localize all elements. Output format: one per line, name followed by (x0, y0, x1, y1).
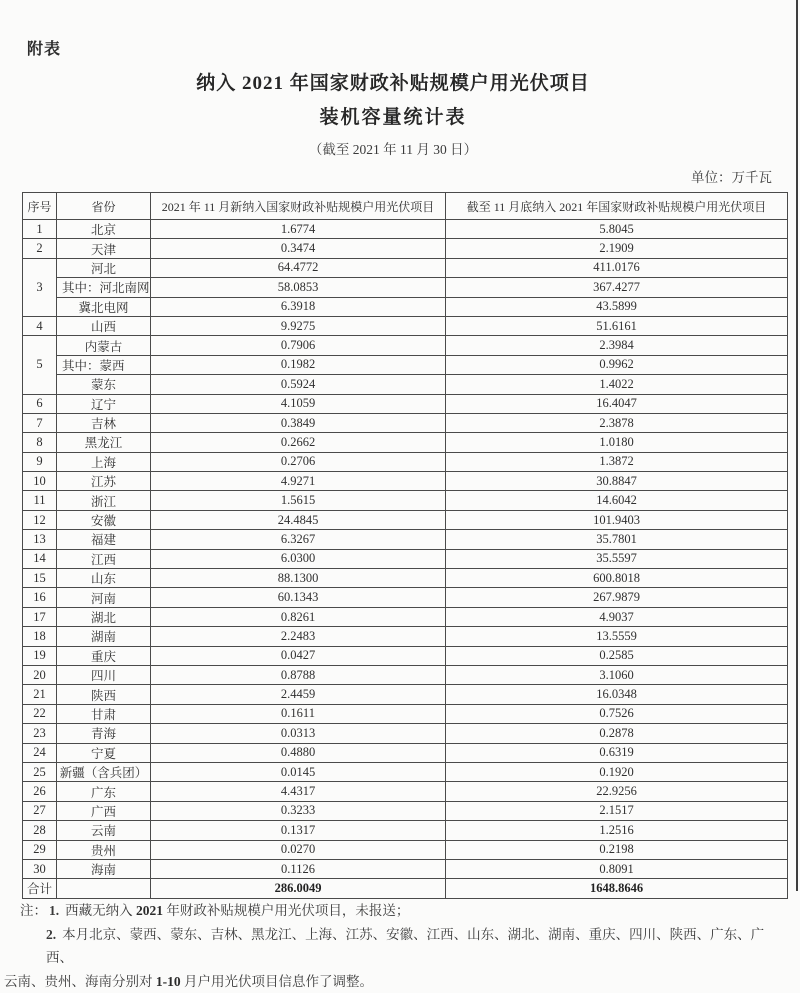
table-row (23, 840, 788, 859)
column-header-seq: 序号 (23, 193, 57, 220)
table-row (23, 549, 788, 568)
value-cell-cumulative: 35.7801 (446, 530, 788, 549)
column-header-november-new: 2021 年 11 月新纳入国家财政补贴规模户用光伏项目 (151, 193, 446, 220)
value-cell-cumulative: 2.3984 (446, 336, 788, 355)
value-cell-november: 0.0427 (151, 646, 446, 665)
seq-cell: 29 (23, 840, 57, 859)
note-1-number: 1. (49, 903, 59, 918)
value-cell-november: 4.9271 (151, 472, 446, 491)
value-cell-cumulative: 51.6161 (446, 316, 788, 335)
table-row (23, 220, 788, 239)
value-cell-november: 4.4317 (151, 782, 446, 801)
province-cell: 蒙东 (57, 375, 151, 394)
value-cell-cumulative: 1.4022 (446, 375, 788, 394)
province-cell: 广西 (57, 801, 151, 820)
seq-cell: 22 (23, 704, 57, 723)
value-cell-cumulative: 0.2585 (446, 646, 788, 665)
unit-label: 单位：万千瓦 (22, 166, 772, 186)
table-row (23, 472, 788, 491)
value-cell-cumulative: 3.1060 (446, 665, 788, 684)
seq-cell: 合计 (23, 879, 57, 898)
value-cell-cumulative: 4.9037 (446, 607, 788, 626)
province-cell: 新疆（含兵团） (57, 762, 151, 781)
seq-cell: 26 (23, 782, 57, 801)
notes (20, 899, 786, 993)
header-row (23, 193, 788, 220)
province-cell: 宁夏 (57, 743, 151, 762)
table-row (23, 859, 788, 878)
province-cell: 重庆 (57, 646, 151, 665)
column-header-province: 省份 (57, 193, 151, 220)
value-cell-cumulative: 0.2198 (446, 840, 788, 859)
seq-cell: 14 (23, 549, 57, 568)
seq-cell: 7 (23, 413, 57, 432)
note-2-text-tail: 月户用光伏项目信息作了调整。 (181, 974, 373, 989)
province-cell: 云南 (57, 821, 151, 840)
province-cell: 山东 (57, 569, 151, 588)
province-cell: 陕西 (57, 685, 151, 704)
value-cell-cumulative: 0.8091 (446, 859, 788, 878)
seq-cell: 8 (23, 433, 57, 452)
value-cell-november: 0.1317 (151, 821, 446, 840)
seq-cell: 6 (23, 394, 57, 413)
seq-cell: 19 (23, 646, 57, 665)
seq-cell: 18 (23, 627, 57, 646)
seq-cell: 10 (23, 472, 57, 491)
seq-cell: 4 (23, 316, 57, 335)
province-cell: 广东 (57, 782, 151, 801)
province-cell: 江西 (57, 549, 151, 568)
value-cell-cumulative: 1.0180 (446, 433, 788, 452)
table-row (23, 665, 788, 684)
value-cell-november: 0.4880 (151, 743, 446, 762)
value-cell-november: 0.8261 (151, 607, 446, 626)
table-row (23, 646, 788, 665)
note-line-3 (4, 970, 786, 993)
value-cell-november: 0.5924 (151, 375, 446, 394)
table-row (23, 316, 788, 335)
value-cell-november: 1.5615 (151, 491, 446, 510)
seq-cell: 30 (23, 859, 57, 878)
province-cell: 黑龙江 (57, 433, 151, 452)
value-cell-cumulative: 5.8045 (446, 220, 788, 239)
note-1-text-tail: 年财政补贴规模户用光伏项目，未报送； (163, 903, 409, 918)
seq-cell: 24 (23, 743, 57, 762)
value-cell-november: 88.1300 (151, 569, 446, 588)
value-cell-cumulative: 22.9256 (446, 782, 788, 801)
notes-prefix: 注： (20, 903, 47, 918)
table-row (23, 782, 788, 801)
province-cell: 其中：河北南网 (57, 278, 151, 297)
value-cell-november: 6.0300 (151, 549, 446, 568)
province-cell: 甘肃 (57, 704, 151, 723)
province-cell: 吉林 (57, 413, 151, 432)
table-row (23, 588, 788, 607)
seq-cell: 12 (23, 510, 57, 529)
page-title-line1: 纳入 2021 年国家财政补贴规模户用光伏项目 (0, 68, 786, 95)
value-cell-november: 2.4459 (151, 685, 446, 704)
value-cell-cumulative: 1.2516 (446, 821, 788, 840)
province-cell: 福建 (57, 530, 151, 549)
scan-edge-line (796, 0, 798, 891)
province-cell: 上海 (57, 452, 151, 471)
province-cell: 海南 (57, 859, 151, 878)
table-row (23, 355, 788, 374)
seq-cell: 3 (23, 258, 57, 316)
note-2-text: 本月北京、蒙西、蒙东、吉林、黑龙江、上海、江苏、安徽、江西、山东、湖北、湖南、重庆、四川、陕西、广东、广西、 (46, 927, 764, 966)
value-cell-cumulative: 14.6042 (446, 491, 788, 510)
province-cell: 北京 (57, 220, 151, 239)
value-cell-cumulative: 267.9879 (446, 588, 788, 607)
value-cell-november: 9.9275 (151, 316, 446, 335)
value-cell-cumulative: 35.5597 (446, 549, 788, 568)
value-cell-cumulative: 600.8018 (446, 569, 788, 588)
value-cell-november: 0.3474 (151, 239, 446, 258)
seq-cell: 13 (23, 530, 57, 549)
table-body (23, 220, 788, 899)
table-row (23, 801, 788, 820)
value-cell-cumulative: 0.2878 (446, 724, 788, 743)
seq-cell: 9 (23, 452, 57, 471)
value-cell-cumulative: 1648.8646 (446, 879, 788, 898)
table-row (23, 375, 788, 394)
value-cell-cumulative: 2.1909 (446, 239, 788, 258)
table-row (23, 569, 788, 588)
table-row (23, 627, 788, 646)
value-cell-november: 0.3849 (151, 413, 446, 432)
value-cell-november: 6.3918 (151, 297, 446, 316)
value-cell-november: 0.1126 (151, 859, 446, 878)
province-cell: 辽宁 (57, 394, 151, 413)
table-row (23, 258, 788, 277)
value-cell-november: 0.1611 (151, 704, 446, 723)
table-row (23, 433, 788, 452)
seq-cell: 25 (23, 762, 57, 781)
table-row (23, 413, 788, 432)
seq-cell: 20 (23, 665, 57, 684)
note-1-text: 西藏无纳入 (65, 903, 136, 918)
seq-cell: 1 (23, 220, 57, 239)
value-cell-cumulative: 0.1920 (446, 762, 788, 781)
value-cell-cumulative: 16.4047 (446, 394, 788, 413)
table-row (23, 762, 788, 781)
value-cell-november: 0.2706 (151, 452, 446, 471)
value-cell-november: 58.0853 (151, 278, 446, 297)
seq-cell: 23 (23, 724, 57, 743)
value-cell-cumulative: 2.1517 (446, 801, 788, 820)
value-cell-november: 0.7906 (151, 336, 446, 355)
value-cell-november: 0.0270 (151, 840, 446, 859)
province-cell: 河南 (57, 588, 151, 607)
seq-cell: 16 (23, 588, 57, 607)
province-cell (57, 879, 151, 898)
province-cell: 河北 (57, 258, 151, 277)
page-title-line2: 装机容量统计表 (0, 102, 786, 129)
doc-tag: 附表 (27, 36, 61, 59)
value-cell-november: 64.4772 (151, 258, 446, 277)
table-row (23, 685, 788, 704)
table-row (23, 278, 788, 297)
province-cell: 山西 (57, 316, 151, 335)
column-header-cumulative: 截至 11 月底纳入 2021 年国家财政补贴规模户用光伏项目 (446, 193, 788, 220)
value-cell-november: 2.2483 (151, 627, 446, 646)
province-cell: 湖南 (57, 627, 151, 646)
value-cell-november: 24.4845 (151, 510, 446, 529)
note-1-year: 2021 (136, 903, 163, 918)
seq-cell: 27 (23, 801, 57, 820)
seq-cell: 21 (23, 685, 57, 704)
seq-cell: 17 (23, 607, 57, 626)
province-cell: 青海 (57, 724, 151, 743)
province-cell: 内蒙古 (57, 336, 151, 355)
value-cell-november: 1.6774 (151, 220, 446, 239)
table-row (23, 336, 788, 355)
value-cell-november: 0.3233 (151, 801, 446, 820)
table-row (23, 530, 788, 549)
capacity-table (22, 192, 788, 899)
table-row (23, 743, 788, 762)
value-cell-cumulative: 0.6319 (446, 743, 788, 762)
value-cell-cumulative: 411.0176 (446, 258, 788, 277)
seq-cell: 15 (23, 569, 57, 588)
value-cell-cumulative: 0.7526 (446, 704, 788, 723)
table-row (23, 394, 788, 413)
province-cell: 四川 (57, 665, 151, 684)
seq-cell: 5 (23, 336, 57, 394)
value-cell-cumulative: 13.5559 (446, 627, 788, 646)
note-2-number: 2. (46, 927, 56, 942)
table-row (23, 297, 788, 316)
value-cell-cumulative: 2.3878 (446, 413, 788, 432)
value-cell-cumulative: 1.3872 (446, 452, 788, 471)
table-header (23, 193, 788, 220)
province-cell: 贵州 (57, 840, 151, 859)
table-row (23, 452, 788, 471)
value-cell-november: 286.0049 (151, 879, 446, 898)
note-line-2 (20, 923, 786, 970)
value-cell-cumulative: 0.9962 (446, 355, 788, 374)
table-row (23, 821, 788, 840)
province-cell: 冀北电网 (57, 297, 151, 316)
table-row (23, 607, 788, 626)
value-cell-november: 6.3267 (151, 530, 446, 549)
total-row (23, 879, 788, 898)
value-cell-november: 0.1982 (151, 355, 446, 374)
value-cell-november: 0.0145 (151, 762, 446, 781)
province-cell: 湖北 (57, 607, 151, 626)
note-2-range: 1-10 (156, 974, 181, 989)
table-row (23, 724, 788, 743)
table-row (23, 491, 788, 510)
value-cell-november: 0.2662 (151, 433, 446, 452)
value-cell-cumulative: 367.4277 (446, 278, 788, 297)
seq-cell: 28 (23, 821, 57, 840)
value-cell-november: 0.0313 (151, 724, 446, 743)
value-cell-cumulative: 101.9403 (446, 510, 788, 529)
province-cell: 安徽 (57, 510, 151, 529)
note-line-1 (20, 899, 786, 923)
value-cell-cumulative: 43.5899 (446, 297, 788, 316)
value-cell-november: 4.1059 (151, 394, 446, 413)
value-cell-cumulative: 30.8847 (446, 472, 788, 491)
note-2-text-cont: 云南、贵州、海南分别对 (4, 974, 156, 989)
table-row (23, 704, 788, 723)
province-cell: 江苏 (57, 472, 151, 491)
table-row (23, 239, 788, 258)
seq-cell: 2 (23, 239, 57, 258)
value-cell-november: 0.8788 (151, 665, 446, 684)
province-cell: 浙江 (57, 491, 151, 510)
page-subtitle: （截至 2021 年 11 月 30 日） (0, 138, 786, 158)
province-cell: 天津 (57, 239, 151, 258)
province-cell: 其中：蒙西 (57, 355, 151, 374)
value-cell-cumulative: 16.0348 (446, 685, 788, 704)
table-row (23, 510, 788, 529)
seq-cell: 11 (23, 491, 57, 510)
value-cell-november: 60.1343 (151, 588, 446, 607)
